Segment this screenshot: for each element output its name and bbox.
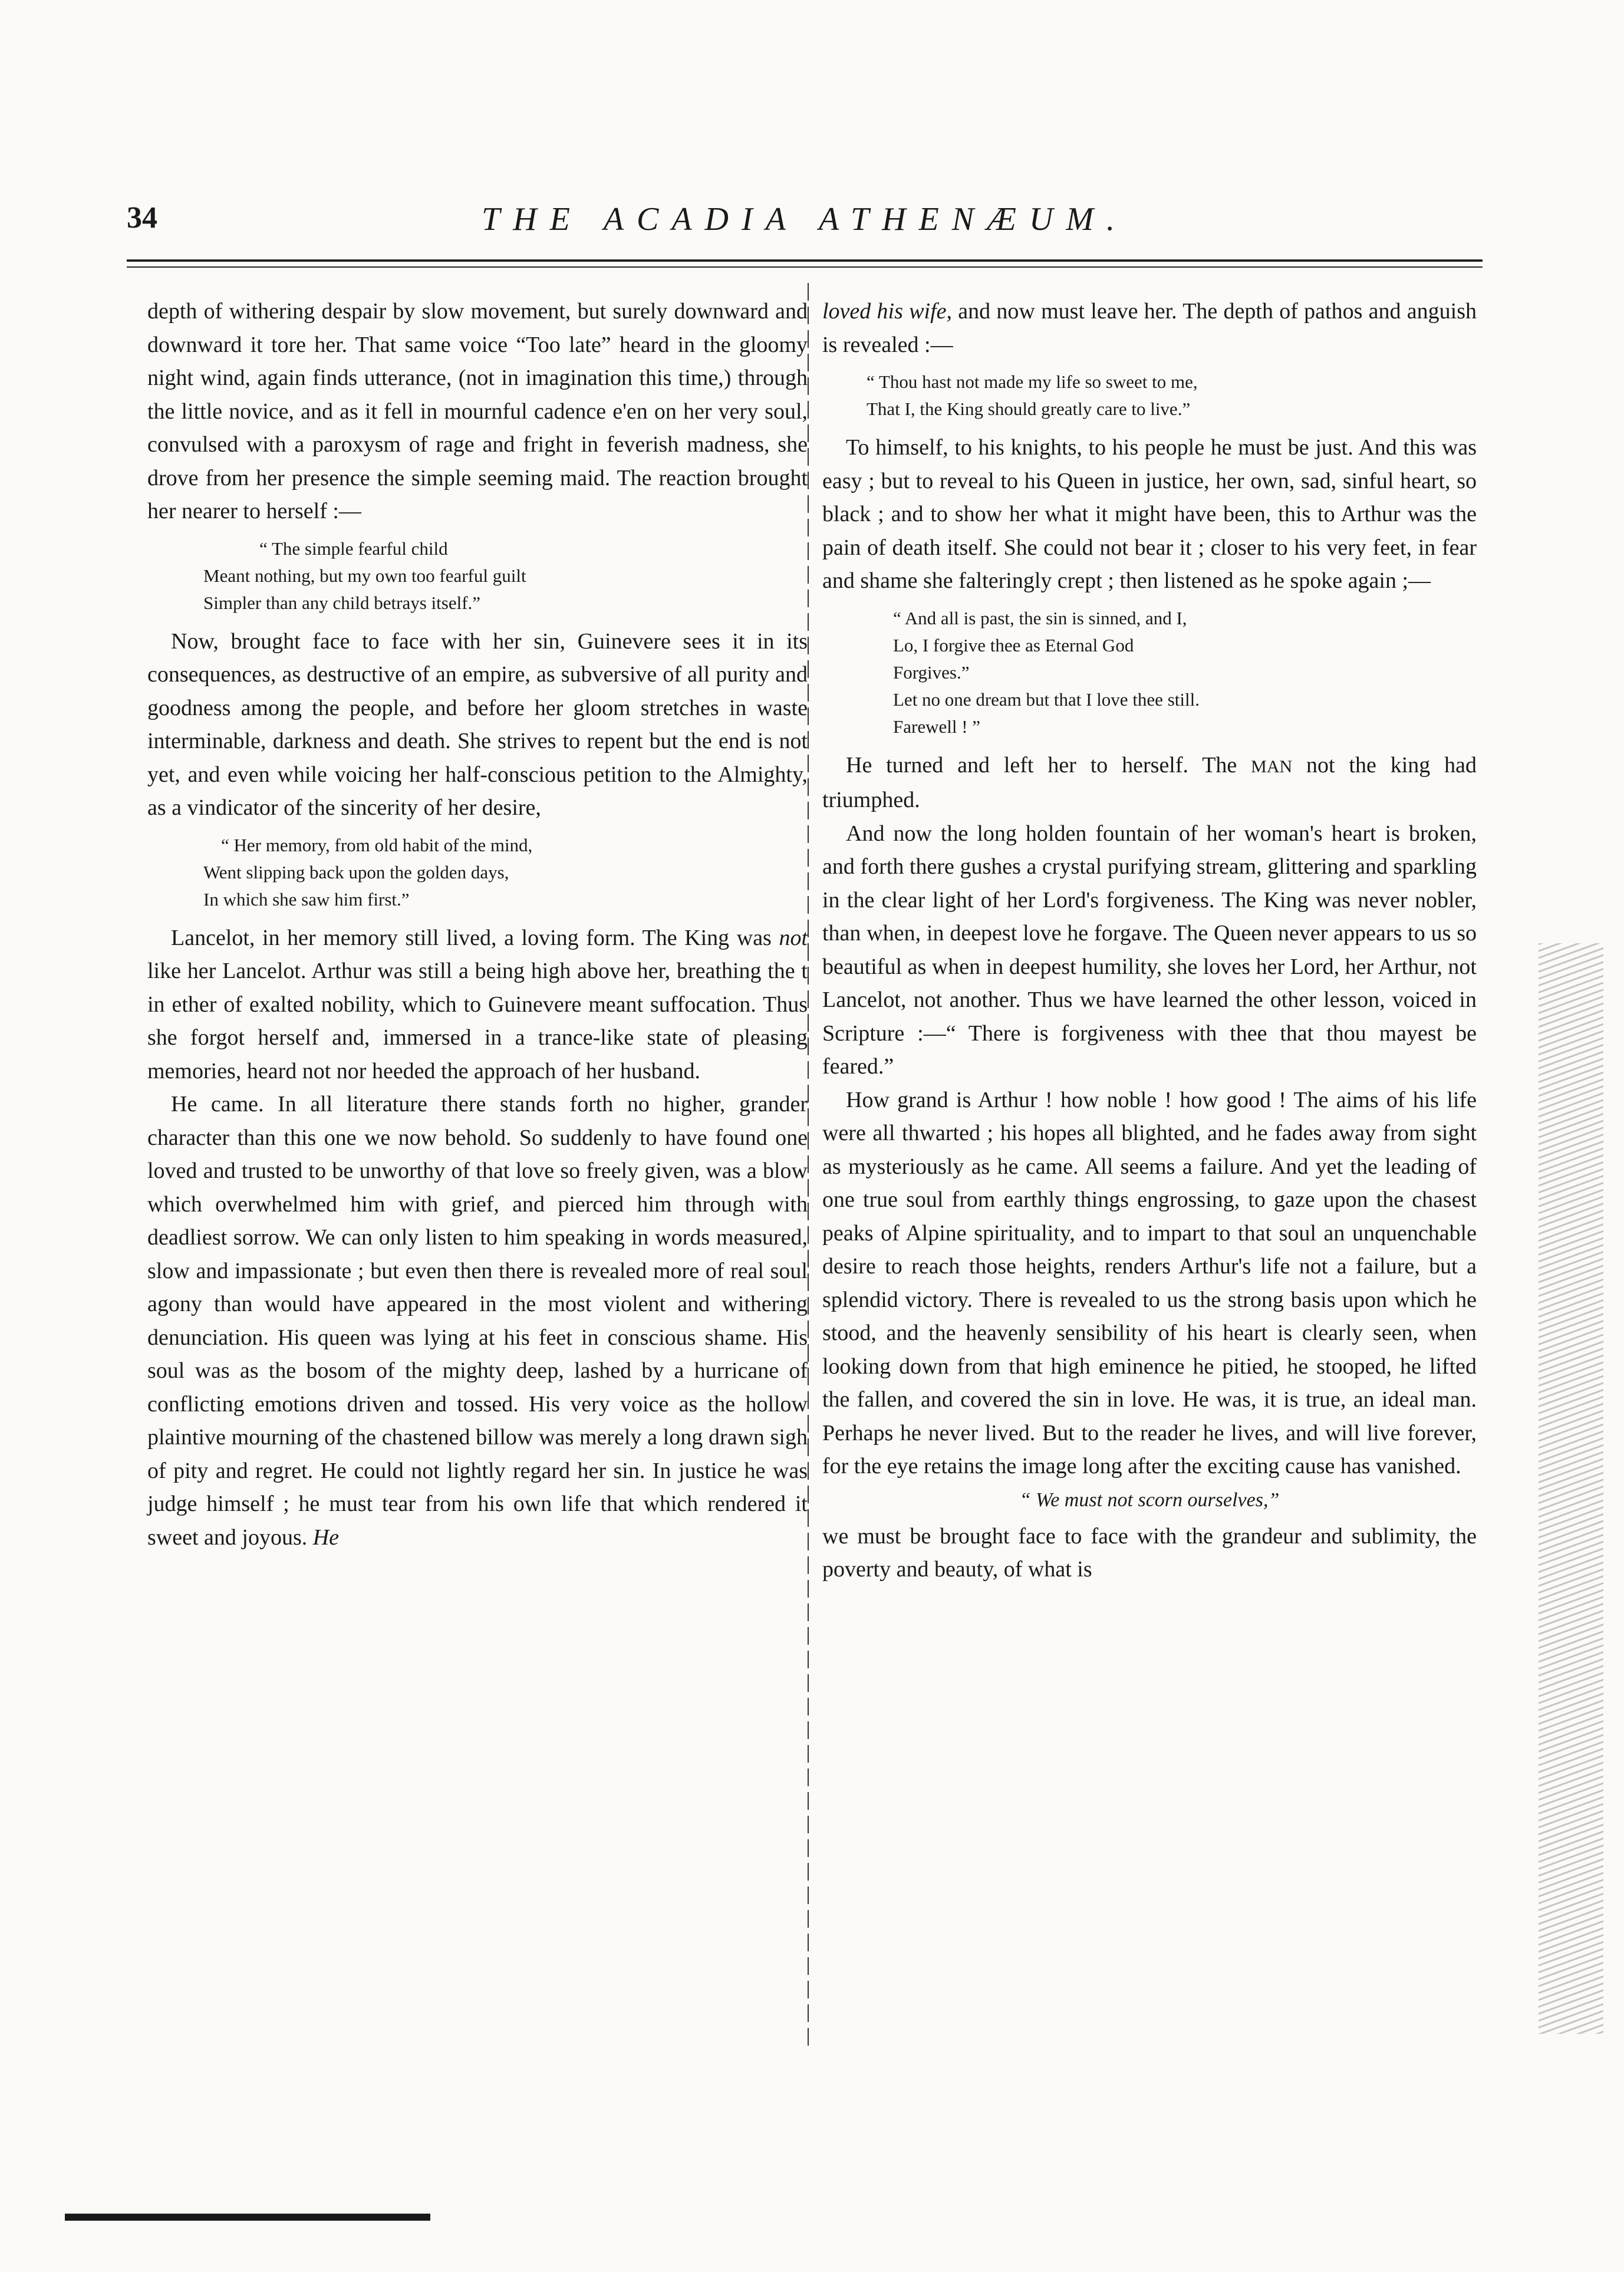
text-run: Lancelot, in her memory still lived, a loving form. The King was xyxy=(171,925,779,950)
emphasis: loved his wife, xyxy=(822,299,952,324)
verse-line: Let no one dream but that I love thee still. xyxy=(893,689,1200,710)
margin-scan-marks xyxy=(1539,943,1603,2034)
paragraph: To himself, to his knights, to his people he must be just. And this was easy ; but to reveal to his Queen in justice, her own, sad, sinful heart, so black ; and to show her what it might have been, this to Arthur was the pain of death itself. She could not bear it ; closer to his very feet, in fear and shame she falteringly crept ; then listened as he spoke again ;— xyxy=(822,435,1477,593)
text-run: He turned and left her to herself. The xyxy=(846,752,1251,778)
paragraph xyxy=(822,749,1477,817)
verse-block xyxy=(147,832,808,913)
text-run: He came. In all literature there stands forth no higher, grander character than this one we now behold. So suddenly to have found one loved and trusted to be unworthy of that love so freely given, was a blow which overwhelmed him with grief, and pierced him through with deadliest sorrow. We can only listen to him speaking in words measured, slow and impassionate ; but even then there is revealed more of real soul agony than would have appeared in the most violent and withering denunciation. His queen was lying at his feet in conscious shame. His soul was as the bosom of the mighty deep, lashed by a hurricane of conflicting emotions driven and tossed. His very voice as the hollow plaintive mourning of the chastened billow was merely a long drawn sigh of pity and regret. He could not lightly regard her sin. In justice he was judge himself ; he must tear from his own life that which rendered it sweet and joyous. xyxy=(147,1092,808,1550)
emphasis: He xyxy=(312,1524,340,1550)
verse-line: “ Thou hast not made my life so sweet to me, xyxy=(867,371,1198,392)
emphasis: not xyxy=(779,925,808,950)
verse-block xyxy=(822,368,1477,423)
paragraph: Now, brought face to face with her sin, Guinevere sees it in its consequences, as destructive of an empire, as subversive of all purity and goodness among the people, and before her gloom stretches in waste interminable, darkness and death. She strives to repent but the end is not yet, and even while voicing her half-conscious petition to the Almighty, as a vindicator of the sincerity of her desire, xyxy=(147,628,808,820)
text-run: not the king had triumphed. xyxy=(822,752,1477,812)
verse-line: “ The simple fearful child xyxy=(259,538,448,559)
text-run: and now must leave her. The depth of pathos and anguish is revealed :— xyxy=(822,299,1477,357)
column-divider xyxy=(808,283,809,2052)
verse-line: Went slipping back upon the golden days, xyxy=(203,861,509,883)
header-rule-thin xyxy=(127,266,1483,268)
left-column xyxy=(147,295,808,1554)
footer-rule xyxy=(65,2214,430,2221)
verse-line: In which she saw him first.” xyxy=(203,888,410,910)
journal-title: THE ACADIA ATHENÆUM. xyxy=(482,201,1128,238)
paragraph: How grand is Arthur ! how noble ! how good ! The aims of his life were all thwarted ; his hopes all blighted, and he fades away from sight as mysteriously as he came. All seems a failure. And yet the leading of one true soul from earthly things engrossing, to gaze upon the chasest peaks of Alpine spirituality, and to impart to that soul an unquenchable desire to reach those heights, renders Arthur's life not a failure, but a splendid victory. There is revealed to us the strong basis upon which he stood, and the heavenly sensibility of his heart is clearly seen, when looking down from that high eminence he pitied, he stooped, he lifted the fallen, and covered the sin in love. He was, it is true, an ideal man. Perhaps he never lived. But to the reader he lives, and will live forever, for the eye retains the image long after the exciting cause has vanished. xyxy=(822,1087,1477,1479)
verse-block xyxy=(147,535,808,617)
verse-line: Farewell ! ” xyxy=(893,716,981,737)
paragraph xyxy=(147,1088,808,1554)
verse-line: Simpler than any child betrays itself.” xyxy=(203,592,481,613)
verse-block xyxy=(822,605,1477,740)
paragraph: we must be brought face to face with the grandeur and sublimity, the poverty and beauty, of what is xyxy=(822,1523,1477,1582)
text-run: like her Lancelot. Arthur was still a being high above her, breathing the t in ether of exalted nobility, which to Guinevere meant suffocation. Thus she forgot herself and, immersed in a trance-like state of pleasing memories, heard not nor heeded the approach of her husband. xyxy=(147,959,808,1084)
paragraph xyxy=(822,295,1477,361)
paragraph xyxy=(147,921,808,1088)
quoted-line: “ We must not scorn ourselves,” xyxy=(1019,1489,1280,1511)
right-column xyxy=(822,295,1477,1586)
verse-line: Forgives.” xyxy=(893,661,970,683)
verse-line: “ Her memory, from old habit of the mind, xyxy=(221,834,533,855)
paragraph: And now the long holden fountain of her woman's heart is broken, and forth there gushes a crystal purifying stream, glittering and sparkling in the clear light of her Lord's forgiveness. The King was never nobler, than when, in deepest love he forgave. The Queen never appears to us so beautiful as when in deepest humility, she loves her Lord, her Arthur, not Lancelot, not another. Thus we have learned the other lesson, voiced in Scripture :—“ There is forgiveness with thee that thou mayest be feared.” xyxy=(822,821,1477,1079)
header-rule-thick xyxy=(127,259,1483,262)
paragraph: depth of withering despair by slow movement, but surely downward and downward it tore her. That same voice “Too late” heard in the gloomy night wind, again finds utterance, (not in imagination this time,) through the little novice, and as it fell in mournful cadence e'en on her very soul, convulsed with a paroxysm of rage and fright in feverish madness, she drove from her presence the simple seeming maid. The reaction brought her nearer to herself :— xyxy=(147,299,808,523)
page-number: 34 xyxy=(127,201,157,235)
small-caps: MAN xyxy=(1251,756,1293,776)
page-header xyxy=(127,200,1483,253)
verse-line: “ And all is past, the sin is sinned, and I, xyxy=(893,607,1187,628)
verse-line: That I, the King should greatly care to live.” xyxy=(867,399,1191,419)
verse-line: Lo, I forgive thee as Eternal God xyxy=(893,634,1134,656)
verse-line: Meant nothing, but my own too fearful guilt xyxy=(203,565,526,586)
